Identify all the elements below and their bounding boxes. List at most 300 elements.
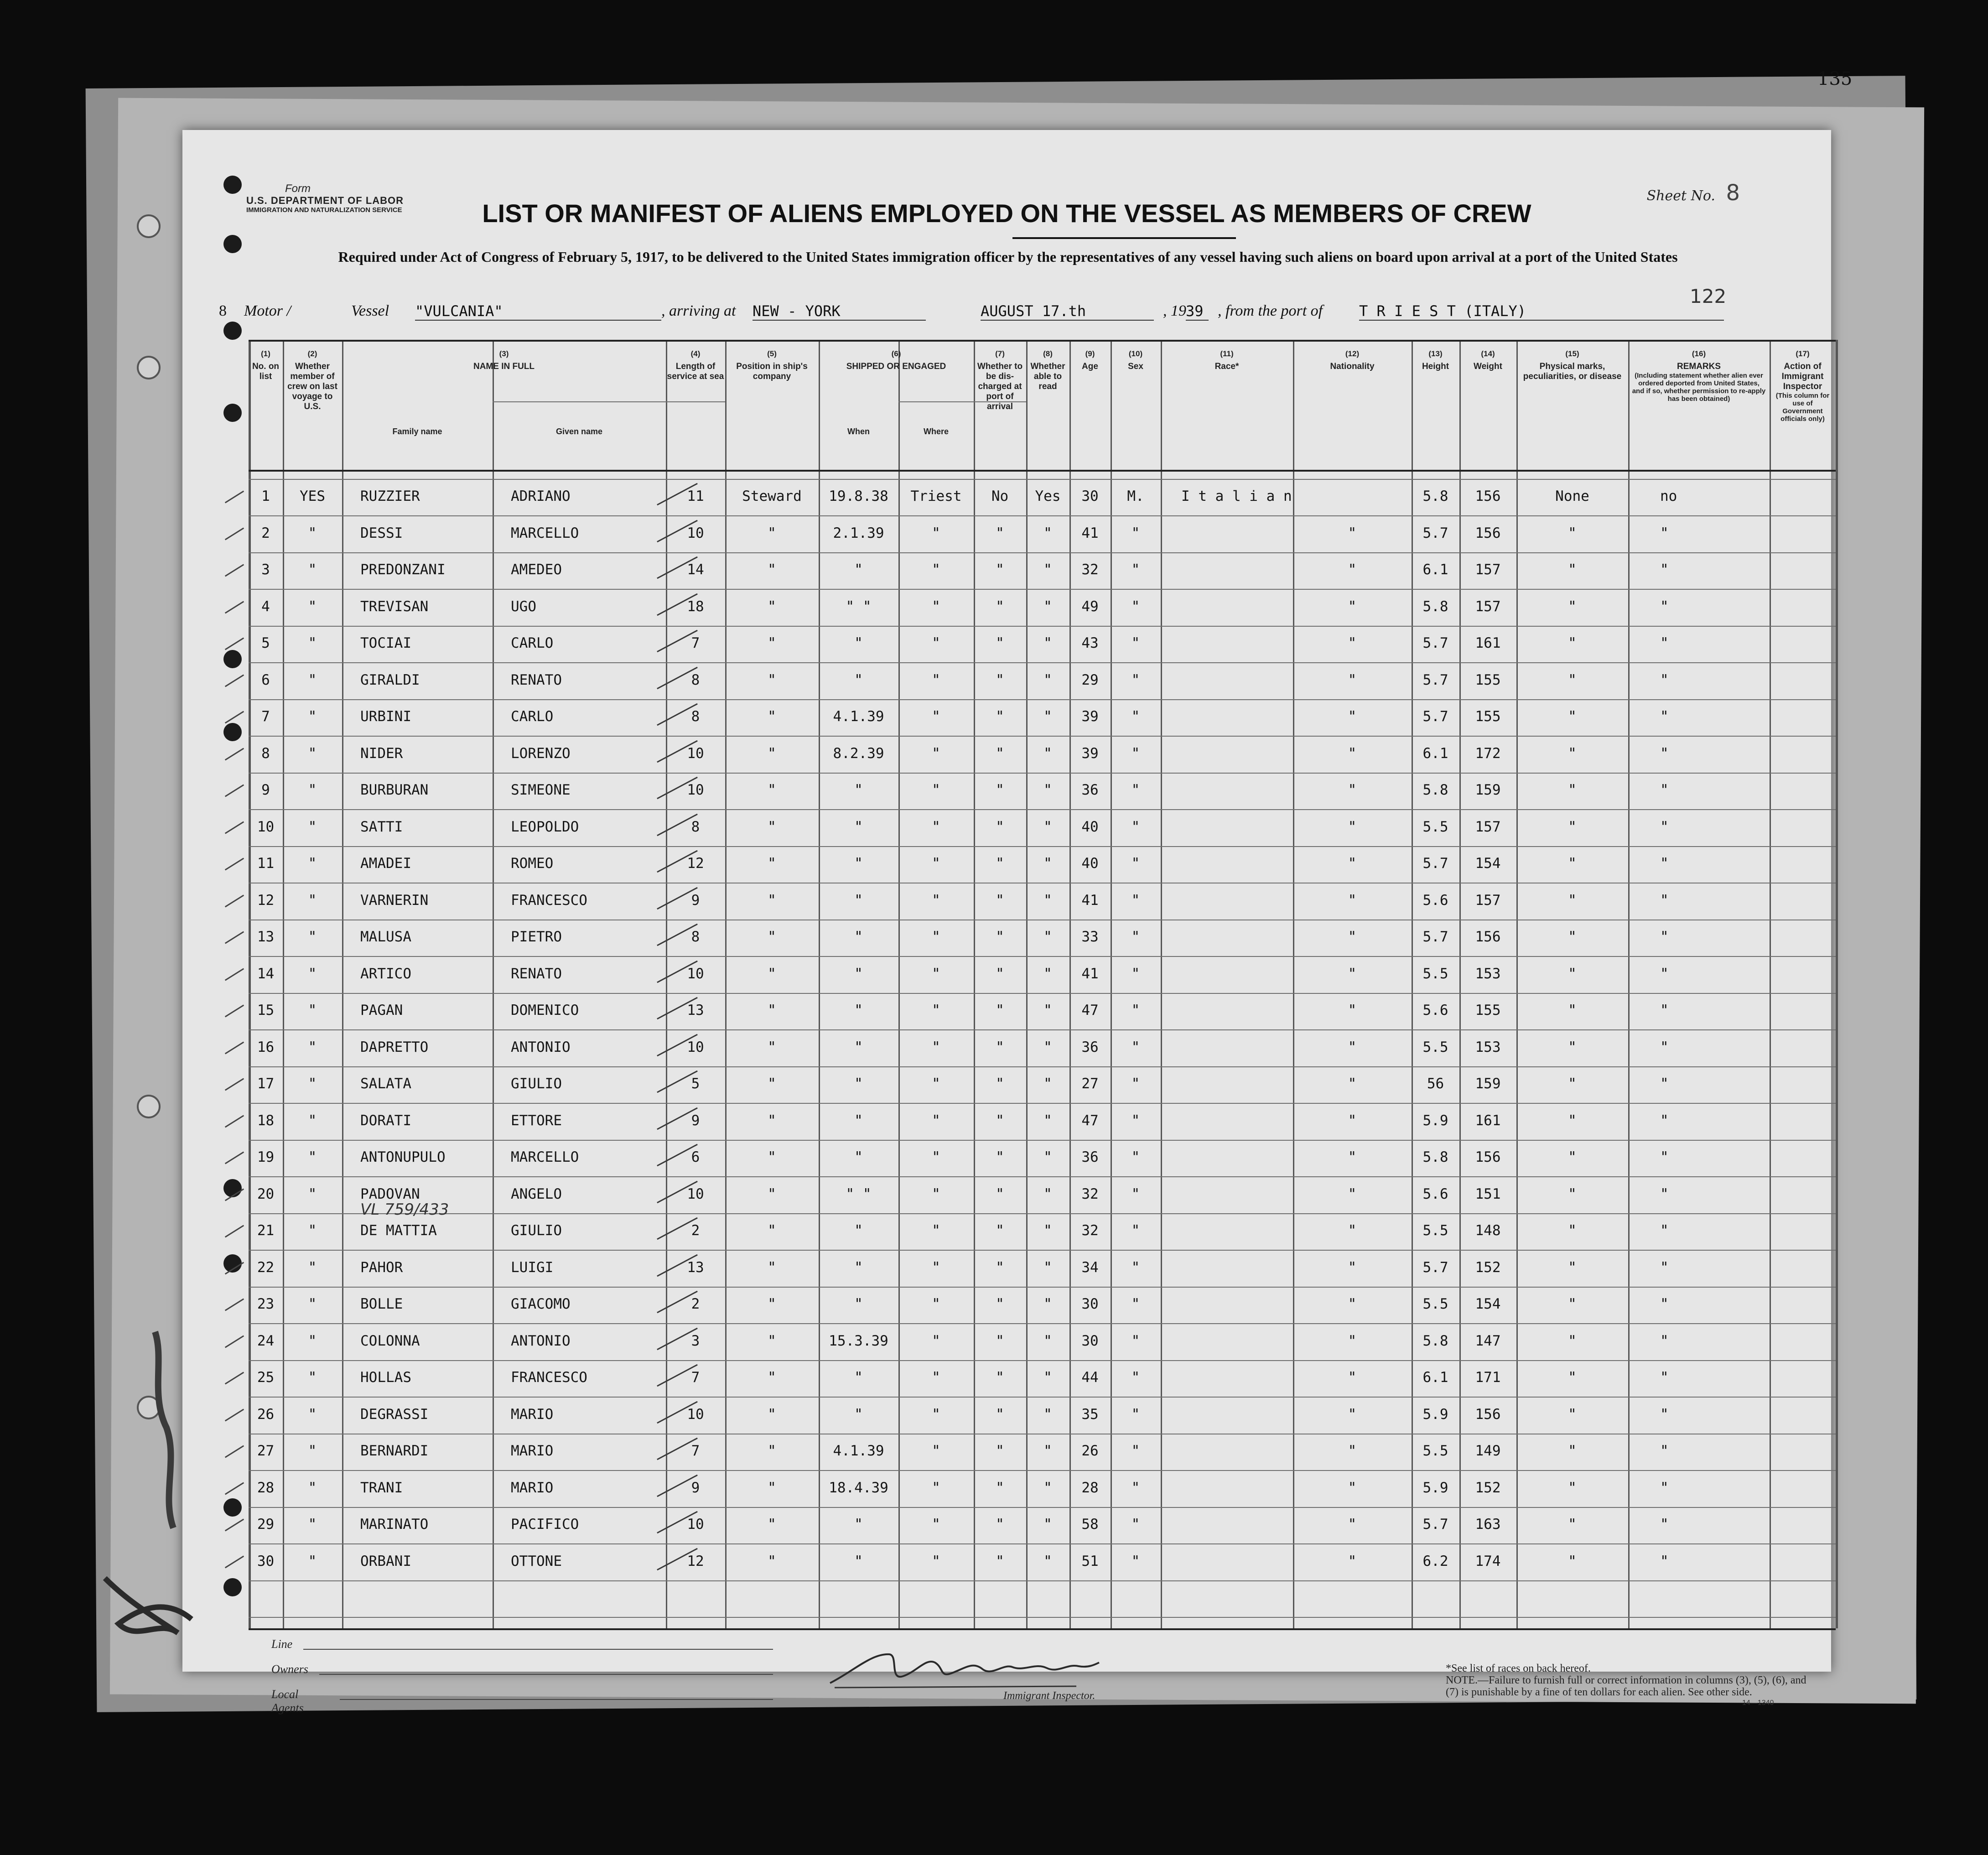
- header-bottom-rule: [249, 470, 1836, 472]
- cell-nationality: ": [1348, 1076, 1357, 1092]
- row-rule: [249, 552, 1836, 553]
- cell-position: ": [768, 1002, 776, 1018]
- cell-nationality: ": [1348, 892, 1357, 909]
- cell-age: 49: [1081, 598, 1099, 615]
- cell-weight: 155: [1475, 708, 1501, 725]
- row-tick-mark: [225, 675, 244, 687]
- cell-given: RENATO: [511, 966, 562, 982]
- cell-no: 4: [261, 598, 270, 615]
- cell-weight: 163: [1475, 1516, 1501, 1533]
- cell-remarks: ": [1660, 819, 1669, 835]
- motor-label: Motor /: [244, 302, 291, 319]
- from-port-label: , from the port of: [1218, 302, 1323, 319]
- cell-remarks: ": [1660, 1259, 1669, 1276]
- cell-nationality: ": [1348, 1002, 1357, 1018]
- cell-nationality: ": [1348, 1149, 1357, 1165]
- cell-given: SIMEONE: [511, 782, 571, 798]
- cell-family: GIRALDI: [360, 672, 420, 688]
- column-title: Sex: [1128, 362, 1143, 371]
- cell-marks: ": [1568, 561, 1577, 578]
- cell-sex: ": [1131, 708, 1140, 725]
- cell-sex: ": [1131, 635, 1140, 651]
- cell-height: 5.9: [1422, 1406, 1448, 1423]
- cell-remarks: ": [1660, 966, 1669, 982]
- cell-weight: 156: [1475, 1406, 1501, 1423]
- cell-given: MARCELLO: [511, 1149, 579, 1165]
- cell-marks: ": [1568, 782, 1577, 798]
- cell-marks: ": [1568, 525, 1577, 541]
- row-tick-mark: [225, 785, 244, 797]
- cell-service: 3: [691, 1333, 700, 1349]
- cell-read: ": [1043, 1112, 1052, 1129]
- cell-remarks: ": [1660, 1186, 1669, 1202]
- cell-family: VARNERIN: [360, 892, 429, 909]
- cell-height: 5.7: [1422, 1516, 1448, 1533]
- cell-last: ": [308, 1112, 317, 1129]
- cell-given: UGO: [511, 598, 536, 615]
- cell-remarks: ": [1660, 782, 1669, 798]
- cell-given: MARIO: [511, 1406, 554, 1423]
- cell-read: ": [1043, 672, 1052, 688]
- cell-when: " ": [846, 1186, 872, 1202]
- cell-remarks: ": [1660, 1222, 1669, 1239]
- cell-no: 22: [257, 1259, 275, 1276]
- cell-discharged: ": [996, 1296, 1004, 1312]
- cell-marks: ": [1568, 1222, 1577, 1239]
- cell-position: ": [768, 855, 776, 872]
- row-tick-mark: [225, 1445, 244, 1458]
- column-rule: [1770, 340, 1771, 1628]
- cell-discharged: No: [991, 488, 1009, 504]
- column-title: SHIPPED OR ENGAGED: [846, 362, 946, 371]
- cell-last: ": [308, 1149, 317, 1165]
- cell-family: RUZZIER: [360, 488, 420, 504]
- cell-family: MARINATO: [360, 1516, 429, 1533]
- cell-height: 56: [1427, 1076, 1444, 1092]
- arriving-label: , arriving at: [661, 302, 736, 319]
- cell-when: ": [854, 1296, 863, 1312]
- cell-read: ": [1043, 1186, 1052, 1202]
- cell-when: ": [854, 892, 863, 909]
- cell-read: ": [1043, 1259, 1052, 1276]
- column-title: Position in ship's company: [736, 362, 808, 381]
- row-tick-mark: [225, 1299, 244, 1311]
- cell-family: PAGAN: [360, 1002, 403, 1018]
- row-rule: [249, 773, 1836, 774]
- cell-marks: ": [1568, 1516, 1577, 1533]
- cell-discharged: ": [996, 635, 1004, 651]
- cell-height: 5.5: [1422, 1443, 1448, 1459]
- cell-where: ": [932, 1259, 940, 1276]
- cell-nationality: ": [1348, 561, 1357, 578]
- header-when: When: [847, 427, 870, 436]
- cell-remarks: ": [1660, 1076, 1669, 1092]
- row-tick-mark: [225, 1152, 244, 1164]
- cell-age: 30: [1081, 1333, 1099, 1349]
- cell-service: 10: [687, 782, 704, 798]
- cell-marks: ": [1568, 672, 1577, 688]
- cell-sex: ": [1131, 1259, 1140, 1276]
- cell-weight: 156: [1475, 525, 1501, 541]
- cell-marks: ": [1568, 966, 1577, 982]
- cell-age: 51: [1081, 1553, 1099, 1569]
- cell-height: 5.5: [1422, 1296, 1448, 1312]
- cell-when: 8.2.39: [833, 745, 884, 762]
- cell-when: " ": [846, 598, 872, 615]
- header-position: [725, 349, 819, 382]
- cell-height: 5.7: [1422, 525, 1448, 541]
- cell-read: ": [1043, 635, 1052, 651]
- footer-line-rule: [303, 1649, 773, 1650]
- cell-age: 41: [1081, 892, 1099, 909]
- cell-discharged: ": [996, 672, 1004, 688]
- punch-hole: [223, 1578, 242, 1596]
- cell-age: 39: [1081, 708, 1099, 725]
- cell-where: ": [932, 782, 940, 798]
- cell-marks: ": [1568, 1443, 1577, 1459]
- cell-discharged: ": [996, 855, 1004, 872]
- cell-height: 5.7: [1422, 708, 1448, 725]
- cell-last: ": [308, 819, 317, 835]
- cell-discharged: ": [996, 1149, 1004, 1165]
- header-nationality: [1293, 349, 1412, 372]
- form-label: Form: [285, 182, 311, 195]
- cell-service: 2: [691, 1296, 700, 1312]
- header-name-in-full: [342, 349, 666, 372]
- cell-given: ETTORE: [511, 1112, 562, 1129]
- cell-family: COLONNA: [360, 1333, 420, 1349]
- row-tick-mark: [225, 1115, 244, 1128]
- cell-no: 15: [257, 1002, 275, 1018]
- cell-where: ": [932, 1553, 940, 1569]
- cell-no: 8: [261, 745, 270, 762]
- cell-when: 4.1.39: [833, 708, 884, 725]
- cell-marks: ": [1568, 819, 1577, 835]
- row-rule: [249, 1029, 1836, 1030]
- column-number: (14): [1481, 349, 1495, 358]
- cell-marks: ": [1568, 1296, 1577, 1312]
- cell-when: ": [854, 1406, 863, 1423]
- header-family-name: Family name: [392, 427, 442, 436]
- cell-no: 16: [257, 1039, 275, 1055]
- cell-read: ": [1043, 819, 1052, 835]
- punch-hole: [223, 650, 242, 668]
- cell-nationality: ": [1348, 672, 1357, 688]
- cell-service: 8: [691, 819, 700, 835]
- row-tick-mark: [225, 858, 244, 871]
- column-title: Length of service at sea: [667, 362, 724, 381]
- cell-family: TREVISAN: [360, 598, 429, 615]
- cell-given: OTTONE: [511, 1553, 562, 1569]
- cell-discharged: ": [996, 1076, 1004, 1092]
- cell-discharged: ": [996, 1406, 1004, 1423]
- cell-nationality: ": [1348, 782, 1357, 798]
- cell-age: 32: [1081, 1186, 1099, 1202]
- cell-height: 5.7: [1422, 1259, 1448, 1276]
- cell-position: ": [768, 1333, 776, 1349]
- cell-discharged: ": [996, 782, 1004, 798]
- cell-when: ": [854, 1516, 863, 1533]
- cell-where: ": [932, 966, 940, 982]
- cell-height: 5.9: [1422, 1112, 1448, 1129]
- cell-marks: ": [1568, 1480, 1577, 1496]
- cell-nationality: ": [1348, 966, 1357, 982]
- cell-no: 30: [257, 1553, 275, 1569]
- row-rule: [249, 809, 1836, 810]
- cell-weight: 156: [1475, 1149, 1501, 1165]
- cell-age: 36: [1081, 782, 1099, 798]
- cell-weight: 156: [1475, 488, 1501, 504]
- fine-note: NOTE.—Failure to furnish full or correct information in columns (3), (5), (6), and (7) is punishable by a fine of ten dollars for each alien. See other side.: [1446, 1674, 1806, 1698]
- inspector-subtitle: (This column for use of Government officials only): [1775, 392, 1830, 423]
- cell-when: 15.3.39: [829, 1333, 888, 1349]
- cell-no: 9: [261, 782, 270, 798]
- cell-where: ": [932, 708, 940, 725]
- cell-nationality: ": [1348, 598, 1357, 615]
- cell-marks: ": [1568, 1186, 1577, 1202]
- column-title: Race*: [1215, 362, 1239, 371]
- cell-where: ": [932, 1112, 940, 1129]
- cell-age: 40: [1081, 819, 1099, 835]
- row-tick-mark: [225, 968, 244, 981]
- cell-read: ": [1043, 855, 1052, 872]
- cell-height: 5.6: [1422, 1002, 1448, 1018]
- cell-when: ": [854, 1553, 863, 1569]
- cell-nationality: ": [1348, 1112, 1357, 1129]
- page-title: LIST OR MANIFEST OF ALIENS EMPLOYED ON THE VESSEL AS MEMBERS OF CREW: [482, 199, 1531, 228]
- cell-when: ": [854, 929, 863, 945]
- cell-nationality: ": [1348, 819, 1357, 835]
- cell-where: ": [932, 1333, 940, 1349]
- punch-hole: [223, 1498, 242, 1517]
- cell-sex: ": [1131, 561, 1140, 578]
- column-number: (8): [1043, 349, 1053, 358]
- vessel-label: Vessel: [351, 302, 389, 319]
- cell-service: 10: [687, 1406, 704, 1423]
- row-tick-mark: [225, 1042, 244, 1055]
- row-rule: [249, 1140, 1836, 1141]
- cell-weight: 161: [1475, 1112, 1501, 1129]
- cell-no: 14: [257, 966, 275, 982]
- column-rule: [493, 340, 494, 1628]
- cell-given: FRANCESCO: [511, 1369, 587, 1386]
- cell-age: 58: [1081, 1516, 1099, 1533]
- row-rule: [249, 1470, 1836, 1471]
- row-rule: [249, 1397, 1836, 1398]
- cell-where: ": [932, 1039, 940, 1055]
- cell-discharged: ": [996, 1002, 1004, 1018]
- cell-where: ": [932, 635, 940, 651]
- cell-sex: ": [1131, 1039, 1140, 1055]
- row-rule: [249, 1580, 1836, 1581]
- cell-where: ": [932, 1443, 940, 1459]
- cell-position: ": [768, 1186, 776, 1202]
- cell-given: MARIO: [511, 1480, 554, 1496]
- cell-last: ": [308, 1259, 317, 1276]
- cell-service: 13: [687, 1002, 704, 1018]
- row-rule: [249, 1250, 1836, 1251]
- sheet-label: Sheet No.: [1646, 188, 1715, 204]
- column-number: (5): [767, 349, 777, 358]
- cell-nationality: ": [1348, 1553, 1357, 1569]
- cell-read: ": [1043, 929, 1052, 945]
- cell-given: ANTONIO: [511, 1039, 571, 1055]
- cell-where: ": [932, 672, 940, 688]
- cell-when: ": [854, 966, 863, 982]
- cell-service: 12: [687, 855, 704, 872]
- cell-position: ": [768, 892, 776, 909]
- cell-family: TOCIAI: [360, 635, 411, 651]
- cell-read: ": [1043, 745, 1052, 762]
- cell-no: 19: [257, 1149, 275, 1165]
- cell-remarks: ": [1660, 1553, 1669, 1569]
- header-inspector-action: [1770, 349, 1836, 423]
- cell-remarks: ": [1660, 672, 1669, 688]
- cell-when: ": [854, 1149, 863, 1165]
- row-rule: [249, 736, 1836, 737]
- cell-discharged: ": [996, 929, 1004, 945]
- cell-marks: ": [1568, 1406, 1577, 1423]
- cell-nationality: ": [1348, 855, 1357, 872]
- column-title: Whether able to read: [1030, 362, 1065, 391]
- handwritten-page-number: 122: [1690, 285, 1727, 307]
- cell-given: GIACOMO: [511, 1296, 571, 1312]
- cell-given: AMEDEO: [511, 561, 562, 578]
- row-rule: [249, 1323, 1836, 1324]
- cell-when: ": [854, 1112, 863, 1129]
- from-port: T R I E S T (ITALY): [1359, 302, 1724, 321]
- cell-marks: ": [1568, 1369, 1577, 1386]
- cell-height: 5.9: [1422, 1480, 1448, 1496]
- cell-sex: ": [1131, 598, 1140, 615]
- row-tick-mark: [225, 821, 244, 834]
- cell-service: 13: [687, 1259, 704, 1276]
- cell-weight: 157: [1475, 819, 1501, 835]
- column-number: (7): [995, 349, 1005, 358]
- cell-family: SALATA: [360, 1076, 411, 1092]
- column-title: Age: [1082, 362, 1098, 371]
- binder-ring: [137, 356, 161, 379]
- cell-service: 9: [691, 1480, 700, 1496]
- cell-nationality: ": [1348, 929, 1357, 945]
- cell-weight: 172: [1475, 745, 1501, 762]
- cell-marks: None: [1555, 488, 1589, 504]
- cell-family: ARTICO: [360, 966, 411, 982]
- row-tick-mark: [225, 1005, 244, 1018]
- cell-when: 18.4.39: [829, 1480, 888, 1496]
- cell-family: URBINI: [360, 708, 411, 725]
- cell-when: ": [854, 1076, 863, 1092]
- cell-marks: ": [1568, 929, 1577, 945]
- column-title: Nationality: [1330, 362, 1375, 371]
- cell-given: ADRIANO: [511, 488, 571, 504]
- cell-remarks: ": [1660, 1296, 1669, 1312]
- cell-height: 5.8: [1422, 782, 1448, 798]
- cell-sex: ": [1131, 892, 1140, 909]
- column-number: (9): [1085, 349, 1095, 358]
- cell-where: ": [932, 525, 940, 541]
- row-tick-mark: [225, 895, 244, 908]
- cell-service: 7: [691, 635, 700, 651]
- cell-remarks: ": [1660, 855, 1669, 872]
- cell-position: ": [768, 1369, 776, 1386]
- cell-discharged: ": [996, 819, 1004, 835]
- cell-position: ": [768, 708, 776, 725]
- cell-where: ": [932, 1076, 940, 1092]
- cell-service: 6: [691, 1149, 700, 1165]
- page-number: 135: [1817, 68, 1853, 89]
- row-tick-mark: [225, 601, 244, 614]
- row-tick-mark: [225, 1078, 244, 1091]
- inspector-label: Immigrant Inspector.: [1003, 1690, 1095, 1702]
- service-name: IMMIGRATION AND NATURALIZATION SERVICE: [246, 206, 402, 214]
- footer-owners-label: Owners: [271, 1663, 308, 1676]
- cell-remarks: ": [1660, 1516, 1669, 1533]
- cell-age: 30: [1081, 488, 1099, 504]
- cell-position: ": [768, 1406, 776, 1423]
- cell-remarks: ": [1660, 1039, 1669, 1055]
- row-tick-mark: [225, 1409, 244, 1422]
- race-note: *See list of races on back hereof.: [1446, 1663, 1591, 1674]
- row-rule: [249, 956, 1836, 957]
- cell-sex: ": [1131, 929, 1140, 945]
- column-rule: [1836, 340, 1838, 1628]
- cell-height: 5.8: [1422, 598, 1448, 615]
- cell-read: ": [1043, 892, 1052, 909]
- cell-nationality: ": [1348, 1296, 1357, 1312]
- cell-discharged: ": [996, 1553, 1004, 1569]
- cell-position: ": [768, 635, 776, 651]
- row-tick-mark: [225, 1335, 244, 1348]
- cell-marks: ": [1568, 1039, 1577, 1055]
- cell-family: BURBURAN: [360, 782, 429, 798]
- cell-age: 32: [1081, 1222, 1099, 1239]
- cell-remarks: ": [1660, 635, 1669, 651]
- cell-last: YES: [300, 488, 325, 504]
- department-name: U.S. DEPARTMENT OF LABOR: [246, 195, 404, 206]
- cell-age: 40: [1081, 855, 1099, 872]
- cell-discharged: ": [996, 1112, 1004, 1129]
- cell-height: 6.1: [1422, 1369, 1448, 1386]
- cell-remarks: ": [1660, 1002, 1669, 1018]
- cell-no: 12: [257, 892, 275, 909]
- cell-no: 28: [257, 1480, 275, 1496]
- cell-weight: 153: [1475, 966, 1501, 982]
- cell-sex: ": [1131, 855, 1140, 872]
- year-prefix: , 19: [1163, 302, 1186, 319]
- vessel-name: "VULCANIA": [415, 302, 661, 321]
- cell-last: ": [308, 708, 317, 725]
- table-bottom-rule: [249, 1628, 1836, 1630]
- row-tick-mark: [225, 748, 244, 761]
- manifest-sheet: [182, 130, 1831, 1715]
- cell-marks: ": [1568, 635, 1577, 651]
- cell-family: BOLLE: [360, 1296, 403, 1312]
- cell-weight: 157: [1475, 892, 1501, 909]
- column-number: (3): [499, 349, 509, 358]
- column-rule: [1161, 340, 1162, 1628]
- cell-given: CARLO: [511, 635, 554, 651]
- cell-given: GIULIO: [511, 1222, 562, 1239]
- cell-remarks: ": [1660, 1406, 1669, 1423]
- cell-family: PREDONZANI: [360, 561, 446, 578]
- cell-height: 5.6: [1422, 1186, 1448, 1202]
- column-title: REMARKS: [1677, 362, 1721, 371]
- cell-age: 36: [1081, 1149, 1099, 1165]
- cell-family: ANTONUPULO: [360, 1149, 446, 1165]
- cell-read: ": [1043, 1406, 1052, 1423]
- cell-read: ": [1043, 1443, 1052, 1459]
